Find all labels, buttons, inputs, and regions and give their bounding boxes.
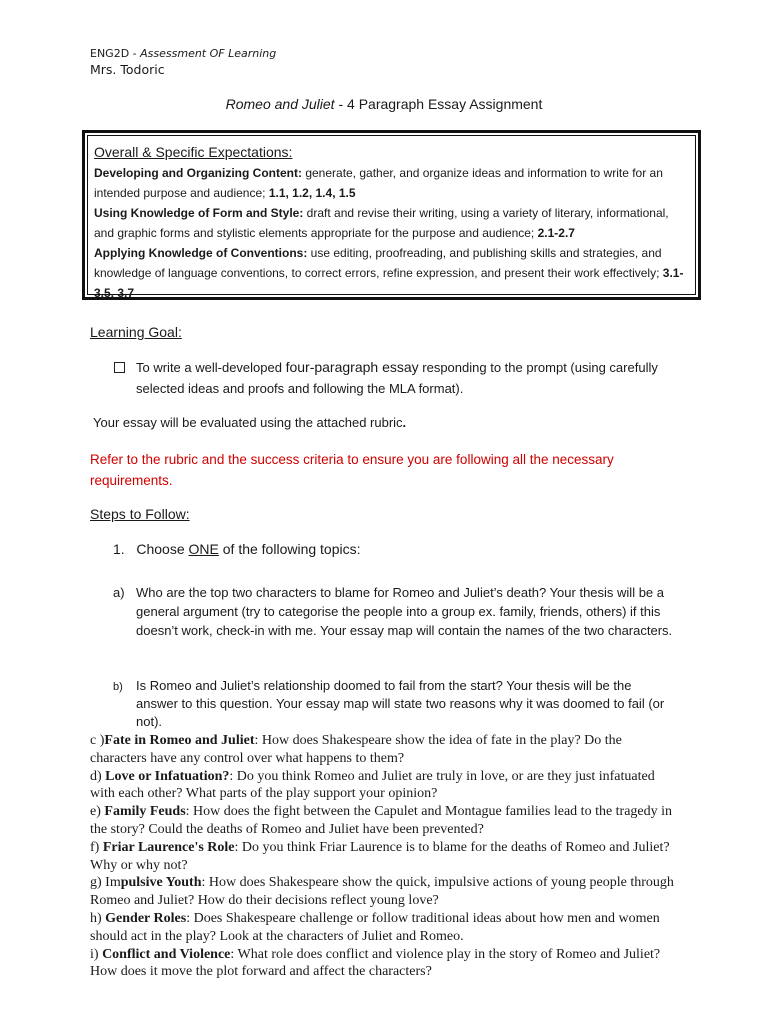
- teacher-name: Mrs. Todoric: [90, 62, 165, 77]
- evaluation-note: [93, 414, 406, 432]
- course-code: ENG2D: [90, 47, 130, 60]
- topic-text: : Do you think Romeo and Juliet are truly in love, or are they just infatuated with each other? What parts of the play support your opinion?: [90, 768, 655, 802]
- expectations-heading: Overall & Specific Expectations:: [94, 144, 293, 160]
- topic-a-text: Who are the top two characters to blame for Romeo and Juliet’s death? Your thesis will be a general argument (try to categorise the people into a group ex. family, friends, others) if this doesn’t work, check-in with me. Your essay map will contain the names of the two characters.: [136, 585, 673, 638]
- topic-prefix: g) Im: [90, 875, 121, 891]
- title-rest: - 4 Paragraph Essay Assignment: [334, 96, 543, 112]
- topic-prefix: e): [90, 804, 105, 820]
- topic-b-text: Is Romeo and Juliet’s relationship doomed to fail from the start? Your thesis will be the answer to this question. Your essay map will state two reasons why it was doomed to fail (or not).: [136, 678, 665, 729]
- topic-title: Conflict and Violence: [102, 946, 231, 962]
- expectation-item: [94, 203, 689, 243]
- goal-post: responding to the prompt (using carefully selected ideas and proofs and following the MLA format).: [136, 360, 658, 396]
- topic-prefix: i): [90, 946, 103, 962]
- expectation-text: use editing, proofreading, and publishing skills and strategies, and knowledge of language conventions, to correct errors, refine expression, and present their work effectively;: [94, 246, 663, 280]
- topic-text: : Do you think Friar Laurence is to blame for the deaths of Romeo and Juliet? Why or why not?: [90, 839, 670, 873]
- list-item: [90, 732, 680, 768]
- topic-list-serif: [90, 732, 680, 981]
- course-dash: -: [129, 47, 141, 60]
- list-item: [90, 946, 680, 982]
- topic-text: : Does Shakespeare challenge or follow traditional ideas about how men and women should act in the play? Look at the characters of Juliet and Romeo.: [90, 910, 660, 944]
- document-title: [0, 95, 768, 113]
- expectation-label: Applying Knowledge of Conventions:: [94, 246, 308, 260]
- step-number: 1.: [113, 541, 125, 557]
- checkbox-icon: [114, 362, 125, 373]
- topic-marker-a: a): [113, 585, 125, 600]
- title-play: Romeo and Juliet: [225, 96, 335, 112]
- learning-goal-text: [136, 357, 706, 399]
- list-item: [90, 910, 680, 946]
- assessment-type: Assessment OF Learning: [140, 47, 277, 60]
- expectation-text: generate, gather, and organize ideas and information to write for an intended purpose and audience;: [94, 166, 663, 200]
- evaluation-period: .: [402, 415, 407, 430]
- topic-title: Friar Laurence's Role: [102, 839, 235, 855]
- steps-heading: Steps to Follow:: [90, 506, 190, 522]
- topic-prefix: d): [90, 768, 106, 784]
- expectation-codes: 1.1, 1.2, 1.4, 1.5: [268, 186, 356, 200]
- topic-text: : How does the fight between the Capulet and Montague families lead to the tragedy in the story? Could the deaths of Romeo and Juliet have been prevented?: [90, 804, 673, 837]
- step-emphasis: ONE: [188, 541, 219, 557]
- step-pre: Choose: [136, 541, 189, 557]
- learning-goal-heading: Learning Goal:: [90, 324, 182, 340]
- expectation-label: Developing and Organizing Content:: [94, 166, 302, 180]
- step-post: of the following topics:: [218, 541, 361, 557]
- topic-marker-b: b): [113, 681, 123, 693]
- expectation-item: [94, 163, 689, 203]
- topic-title: pulsive Youth: [120, 875, 202, 891]
- expectations-box: [82, 130, 701, 300]
- topic-title: Gender Roles: [105, 910, 187, 926]
- list-item: [90, 803, 680, 839]
- topic-title: Family Feuds: [104, 804, 186, 820]
- topic-prefix: h): [90, 910, 106, 926]
- goal-pre: To write a well-developed: [136, 360, 286, 375]
- topic-title: Love or Infatuation?: [105, 768, 230, 784]
- topic-title: Fate in Romeo and Juliet: [104, 733, 255, 748]
- topic-text: : How does Shakespeare show the idea of fate in the play? Do the characters have any control over what happens to them?: [90, 733, 622, 766]
- topic-text: : What role does conflict and violence play in the story of Romeo and Juliet? How does it move the plot forward and affect the characters?: [90, 946, 661, 980]
- topic-prefix: c ): [90, 733, 105, 748]
- expectation-label: Using Knowledge of Form and Style:: [94, 206, 304, 220]
- list-item: [90, 874, 680, 910]
- step-1: [113, 540, 361, 558]
- topic-prefix: f): [90, 839, 103, 855]
- expectation-item: [94, 243, 689, 303]
- topic-text: : How does Shakespeare show the quick, impulsive actions of young people through Romeo and Juliet? How do their decisions reflect young love?: [90, 875, 674, 909]
- expectation-codes: 3.1-3.5, 3.7: [94, 266, 684, 300]
- expectations-inner: [87, 135, 696, 300]
- goal-strong: four-paragraph essay: [285, 359, 419, 375]
- list-item: [90, 839, 680, 875]
- expectation-codes: 2.1-2.7: [537, 226, 575, 240]
- expectation-text: draft and revise their writing, using a variety of literary, informational, and graphic forms and stylistic elements appropriate for the purpose and audience;: [94, 206, 669, 240]
- evaluation-text: Your essay will be evaluated using the attached rubric: [93, 415, 403, 430]
- list-item: [90, 768, 680, 804]
- rubric-warning: Refer to the rubric and the success criteria to ensure you are following all the necessary requirements.: [90, 452, 614, 488]
- course-line: [90, 47, 276, 61]
